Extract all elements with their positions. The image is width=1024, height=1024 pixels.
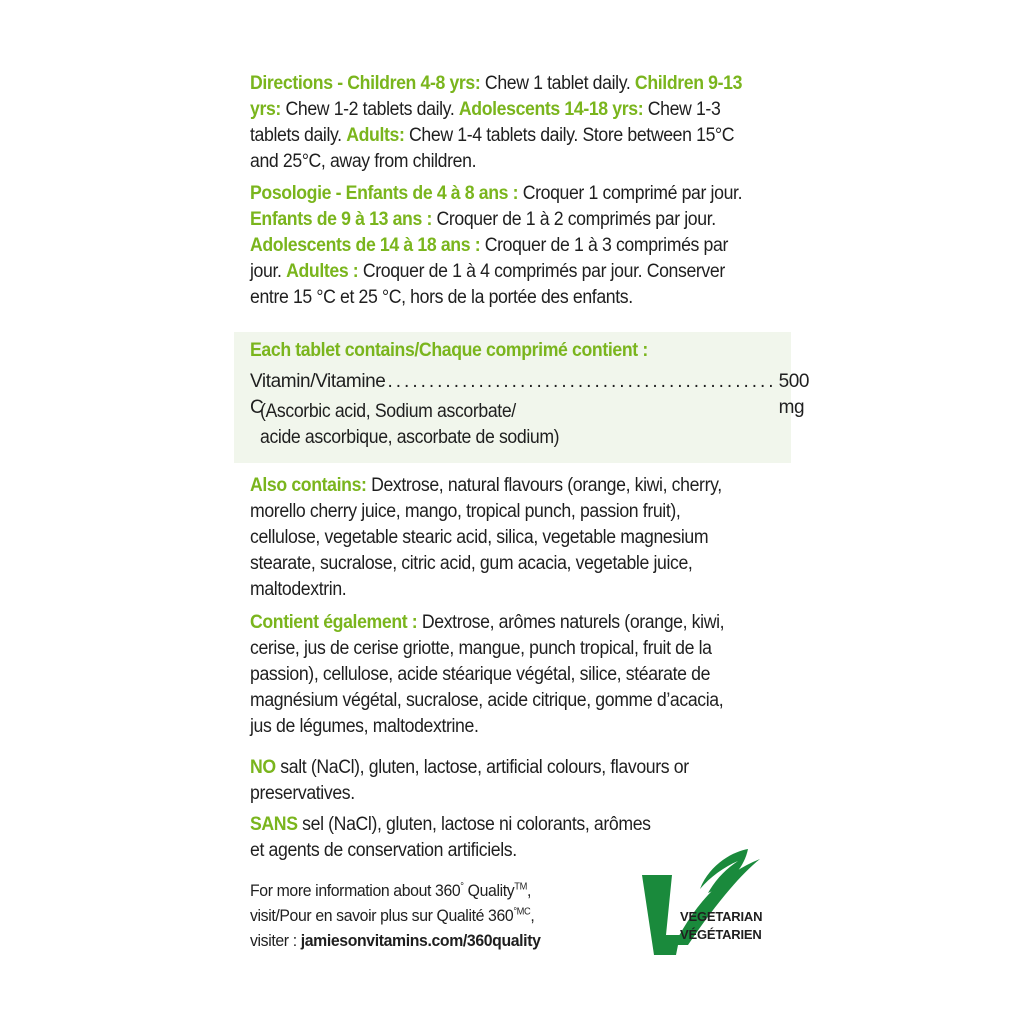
posologie-heading: Posologie - Enfants de 4 à 8 ans : — [250, 183, 519, 204]
posologie-adultes-label: Adultes : — [286, 261, 359, 282]
posologie-paragraph — [250, 181, 748, 311]
contient-paragraph — [250, 610, 748, 740]
directions-adolescents-label: Adolescents 14-18 yrs: — [458, 99, 644, 120]
directions-children-4-8-text: Chew 1 tablet daily. — [480, 73, 635, 94]
ingredients-heading: Each tablet contains/Chaque comprimé contient : — [250, 340, 648, 361]
no-text: salt (NaCl), gluten, lactose, artificial colours, flavours or preservatives. — [250, 757, 689, 804]
sans-text-line2: et agents de conservation artificiels. — [250, 840, 517, 861]
info-line3-prefix: visiter : — [250, 931, 301, 950]
directions-adults-label: Adults: — [346, 125, 405, 146]
vegetarian-badge-text — [680, 908, 762, 944]
info-line2-end: , — [530, 906, 535, 925]
ingredient-source-line1: (Ascorbic acid, Sodium ascorbate/ — [260, 401, 516, 422]
posologie-adolescents-label: Adolescents de 14 à 18 ans : — [250, 235, 481, 256]
info-line1: For more information about 360 — [250, 881, 461, 900]
posologie-adultes-text: Croquer de 1 à 4 comprimés par jour. Conserver entre 15 °C et 25 °C, hors de la portée des enfants. — [250, 261, 725, 308]
directions-adolescents-text: Chew 1-3 tablets daily. — [250, 99, 721, 146]
sans-label: SANS — [250, 814, 298, 835]
directions-paragraph — [250, 71, 748, 175]
trademark-mark: TM — [514, 881, 527, 893]
posologie-enfants-4-8-text: Croquer 1 comprimé par jour. — [518, 183, 743, 204]
directions-adults-text: Chew 1-4 tablets daily. Store between 15°C and 25°C, away from children. — [250, 125, 735, 172]
also-contains-paragraph — [250, 473, 748, 603]
mc-mark: °MC — [513, 906, 531, 918]
contient-text: Dextrose, arômes naturels (orange, kiwi, cerise, jus de cerise griotte, mangue, punch tropical, fruit de la passion), cellulose, acide stéarique végétal, silice, stéarate de magnésium végétal, sucralose, acide citrique, gomme d’acacia, jus de légumes, maltodextrine. — [250, 612, 725, 737]
degree-mark: ° — [460, 881, 464, 893]
also-contains-label: Also contains: — [250, 475, 367, 496]
vegetarian-fr: VÉGÉTARIEN — [680, 927, 762, 942]
also-contains-text: Dextrose, natural flavours (orange, kiwi, cherry, morello cherry juice, mango, tropical punch, passion fruit), cellulose, vegetable stearic acid, silica, vegetable magnesium stearate, sucralose, citric acid, gum acacia, vegetable juice, maltodextrin. — [250, 475, 722, 600]
info-quality: Quality — [463, 881, 515, 900]
quality-url-link[interactable]: jamiesonvitamins.com/360quality — [300, 931, 541, 950]
directions-heading: Directions - Children 4-8 yrs: — [250, 73, 481, 94]
sans-text-line1: sel (NaCl), gluten, lactose ni colorants, arômes — [297, 814, 651, 835]
posologie-enfants-9-13-text: Croquer de 1 à 2 comprimés par jour. — [431, 209, 716, 230]
info-line2: visit/Pour en savoir plus sur Qualité 360 — [250, 906, 514, 925]
vegetarian-en: VEGETARIAN — [680, 909, 763, 924]
posologie-adolescents-text: Croquer de 1 à 3 comprimés par jour. — [250, 235, 728, 282]
no-statement — [250, 755, 748, 807]
ingredient-amount: 500 mg — [778, 371, 810, 418]
info-line1-end: , — [526, 881, 531, 900]
ingredient-name: Vitamin/Vitamine C — [250, 371, 386, 418]
ingredient-source — [260, 399, 559, 451]
ingredient-source-line2: acide ascorbique, ascorbate de sodium) — [260, 427, 560, 448]
posologie-enfants-9-13-label: Enfants de 9 à 13 ans : — [250, 209, 432, 230]
directions-children-9-13-label: Children 9-13 yrs: — [250, 73, 743, 120]
no-label: NO — [250, 757, 276, 778]
contient-label: Contient également : — [250, 612, 418, 633]
directions-children-9-13-text: Chew 1-2 tablets daily. — [280, 99, 459, 120]
ingredient-dot-leader: ............................................... — [387, 371, 777, 392]
quality-info — [250, 878, 603, 953]
